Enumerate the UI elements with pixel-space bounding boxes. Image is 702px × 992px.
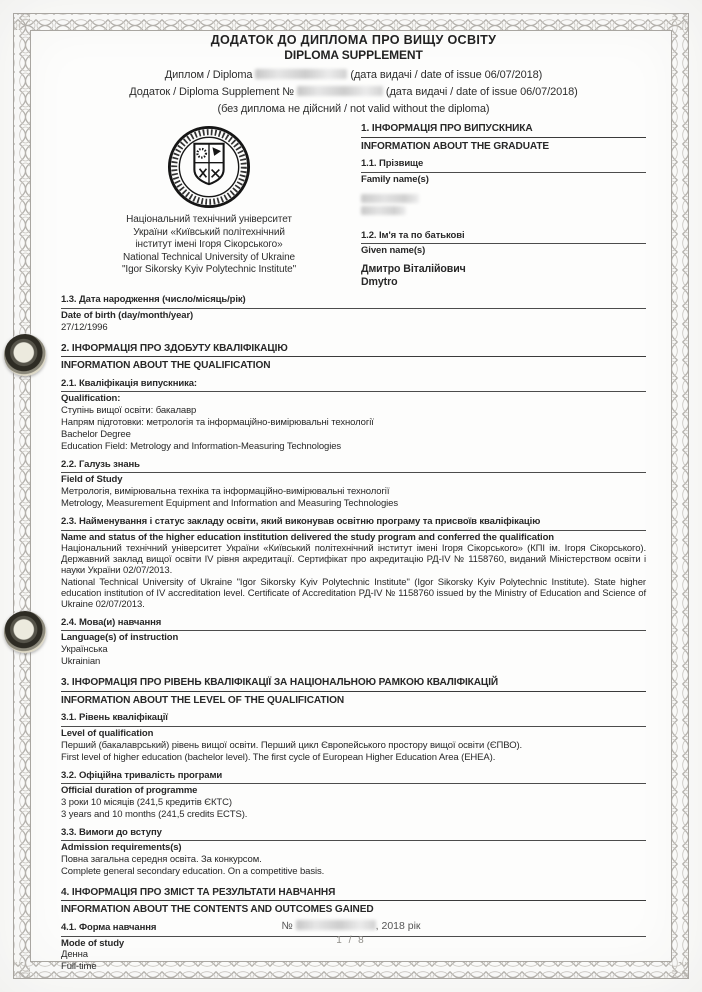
section-3-heading-en: INFORMATION ABOUT THE LEVEL OF THE QUALIFICATION (61, 694, 345, 706)
metal-eyelet-top (4, 334, 46, 376)
university-name-line: інститут імені Ігоря Сікорського» (135, 239, 283, 251)
section-1-heading-en: INFORMATION ABOUT THE GRADUATE (361, 140, 550, 152)
redacted-line (361, 194, 419, 203)
label-en: Qualification: (61, 393, 121, 405)
document-body (61, 33, 646, 973)
metal-eyelet-bottom (4, 611, 46, 653)
field-date-of-birth (61, 295, 646, 333)
university-name-line: National Technical University of Ukraine (122, 251, 295, 263)
field-level-of-qualification (61, 713, 646, 763)
page-number: 1 / 8 (336, 935, 366, 946)
label-en: Official duration of programme (61, 784, 198, 796)
section-2-heading-en: INFORMATION ABOUT THE QUALIFICATION (61, 360, 271, 372)
supplement-serial-line (0, 920, 702, 932)
field-given-name (361, 231, 646, 289)
document-header (61, 33, 646, 115)
label-uk: 3.3. Вимоги до вступу (61, 828, 646, 841)
label-uk: 1.1. Прізвище (361, 159, 646, 172)
admission-line: Complete general secondary education. On a competitive basis. (61, 865, 325, 877)
label-uk: 3.2. Офіційна тривалість програми (61, 771, 646, 784)
diploma-number-line (61, 69, 646, 82)
duration-line: 3 роки 10 місяців (241,5 кредитів ЄКТС) (61, 796, 232, 808)
mode-line: Денна (61, 949, 88, 961)
validity-note: (без диплома не дійсний / not valid without the diploma) (217, 102, 490, 115)
section-4-heading-en: INFORMATION ABOUT THE CONTENTS AND OUTCOMES GAINED (61, 904, 374, 916)
section-2-heading-uk: 2. ІНФОРМАЦІЯ ПРО ЗДОБУТУ КВАЛІФІКАЦІЮ (61, 343, 646, 358)
diploma-issue-date: (дата видачі / date of issue 06/07/2018) (350, 69, 543, 82)
top-two-column-block (61, 123, 646, 288)
university-name-line: Національний технічний університет (126, 214, 292, 226)
section-3-heading (61, 677, 646, 706)
qualification-line: Bachelor Degree (61, 429, 131, 441)
duration-line: 3 years and 10 months (241,5 credits ECTS). (61, 808, 248, 820)
redacted-line (361, 206, 406, 215)
section-4-heading (61, 887, 646, 916)
given-name-uk: Дмитро Віталійович (361, 263, 466, 276)
label-uk: 1.2. Ім'я та по батькові (361, 231, 646, 244)
level-line: First level of higher education (bachelor level). The first cycle of European Higher Education Area (EHEA). (61, 751, 496, 763)
level-line: Перший (бакалаврський) рівень вищої освіти. Перший цикл Європейського простору вищої освіти (ЄПВО). (61, 739, 523, 751)
serial-year: , 2018 рік (375, 920, 421, 932)
qualification-line: Ступінь вищої освіти: бакалавр (61, 405, 197, 417)
university-name-line: "Igor Sikorsky Kyiv Polytechnic Institute" (121, 264, 297, 276)
section-1-heading-uk: 1. ІНФОРМАЦІЯ ПРО ВИПУСКНИКА (361, 123, 646, 138)
label-en: Family name(s) (361, 173, 429, 185)
label-en: Level of qualification (61, 727, 154, 739)
supplement-prefix: Додаток / Diploma Supplement № (129, 85, 294, 98)
institution-text-uk: Національний технічний університет України «Київський політехнічний інститут імені Ігоря Сікорського» (КПІ ім. Ігоря Сікорського). Державний заклад вищої освіти IV рівня акредитації. Сертифікат про акредитацію РД-IV № 1158760, виданий Міністерством освіти і науки України 02/07/2013. (61, 543, 646, 577)
label-uk: 2.4. Мова(и) навчання (61, 618, 646, 631)
field-admission-requirements (61, 828, 646, 878)
university-name-line: України «Київський політехнічний (133, 226, 285, 238)
university-seal-icon (166, 124, 252, 210)
redacted-supplement-number (297, 86, 383, 96)
qualification-line: Education Field: Metrology and Information-Measuring Technologies (61, 440, 342, 452)
diploma-prefix: Диплом / Diploma (164, 69, 253, 82)
label-uk: 1.3. Дата народження (число/місяць/рік) (61, 295, 646, 308)
field-family-name (361, 159, 646, 214)
language-line: Ukrainian (61, 656, 101, 668)
label-en: Mode of study (61, 937, 125, 949)
university-name (61, 214, 357, 277)
label-uk: 3.1. Рівень кваліфікації (61, 713, 646, 726)
qualification-line: Напрям підготовки: метрологія та інформаційно-вимірювальні технології (61, 417, 374, 429)
given-name-en: Dmytro (361, 276, 398, 289)
language-line: Українська (61, 644, 108, 656)
mode-line: Full-time (61, 961, 97, 973)
field-field-of-study (61, 460, 646, 510)
label-uk: 2.1. Кваліфікація випускника: (61, 379, 646, 392)
label-en: Given name(s) (361, 245, 426, 257)
serial-prefix: № (281, 920, 293, 932)
supplement-issue-date: (дата видачі / date of issue 06/07/2018) (385, 85, 578, 98)
admission-line: Повна загальна середня освіта. За конкурсом. (61, 854, 262, 866)
institution-text-en: National Technical University of Ukraine "Igor Sikorsky Kyiv Polytechnic Institute" (Igor Sikorsky Kyiv Polytechnic Institute). State higher education institution of IV accreditation level. Certificate of Accreditation РД-IV № 1158760 issued by the Ministry of Education and Science of Ukraine 02/07/2013. (61, 577, 646, 611)
supplement-number-line (61, 86, 646, 99)
section-4-heading-uk: 4. ІНФОРМАЦІЯ ПРО ЗМІСТ ТА РЕЗУЛЬТАТИ НАВЧАННЯ (61, 887, 646, 902)
field-of-study-line: Metrology, Measurement Equipment and Information and Measuring Technologies (61, 498, 398, 510)
redacted-diploma-number (255, 69, 347, 79)
redacted-serial-number (296, 920, 376, 930)
section-3-heading-uk: 3. ІНФОРМАЦІЯ ПРО РІВЕНЬ КВАЛІФІКАЦІЇ ЗА НАЦІОНАЛЬНОЮ РАМКОЮ КВАЛІФІКАЦІЙ (61, 677, 646, 692)
field-qualification (61, 379, 646, 453)
label-en: Language(s) of instruction (61, 632, 179, 644)
title-uk: ДОДАТОК ДО ДИПЛОМА ПРО ВИЩУ ОСВІТУ (210, 33, 497, 47)
label-uk: 2.2. Галузь знань (61, 460, 646, 473)
redacted-family-name (361, 194, 646, 215)
field-institution (61, 517, 646, 611)
label-en: Field of Study (61, 474, 123, 486)
label-uk: 2.3. Найменування і статус закладу освіти, який виконував освітню програму та присвоїв кваліфікацію (61, 517, 646, 530)
date-of-birth-value: 27/12/1996 (61, 321, 108, 333)
label-uk: 4.1. Форма навчання (61, 923, 646, 936)
page-footer (0, 920, 702, 946)
field-official-duration (61, 771, 646, 821)
label-en: Name and status of the higher education institution delivered the study program and conferred the qualification (61, 531, 554, 543)
graduate-info-column (357, 123, 646, 288)
university-block (61, 123, 357, 288)
label-en: Date of birth (day/month/year) (61, 309, 194, 321)
section-2-heading (61, 343, 646, 372)
label-en: Admission requirements(s) (61, 842, 182, 854)
field-of-study-line: Метрологія, вимірювальна техніка та інформаційно-вимірювальні технології (61, 486, 390, 498)
field-language (61, 618, 646, 668)
title-en: DIPLOMA SUPPLEMENT (284, 48, 423, 63)
